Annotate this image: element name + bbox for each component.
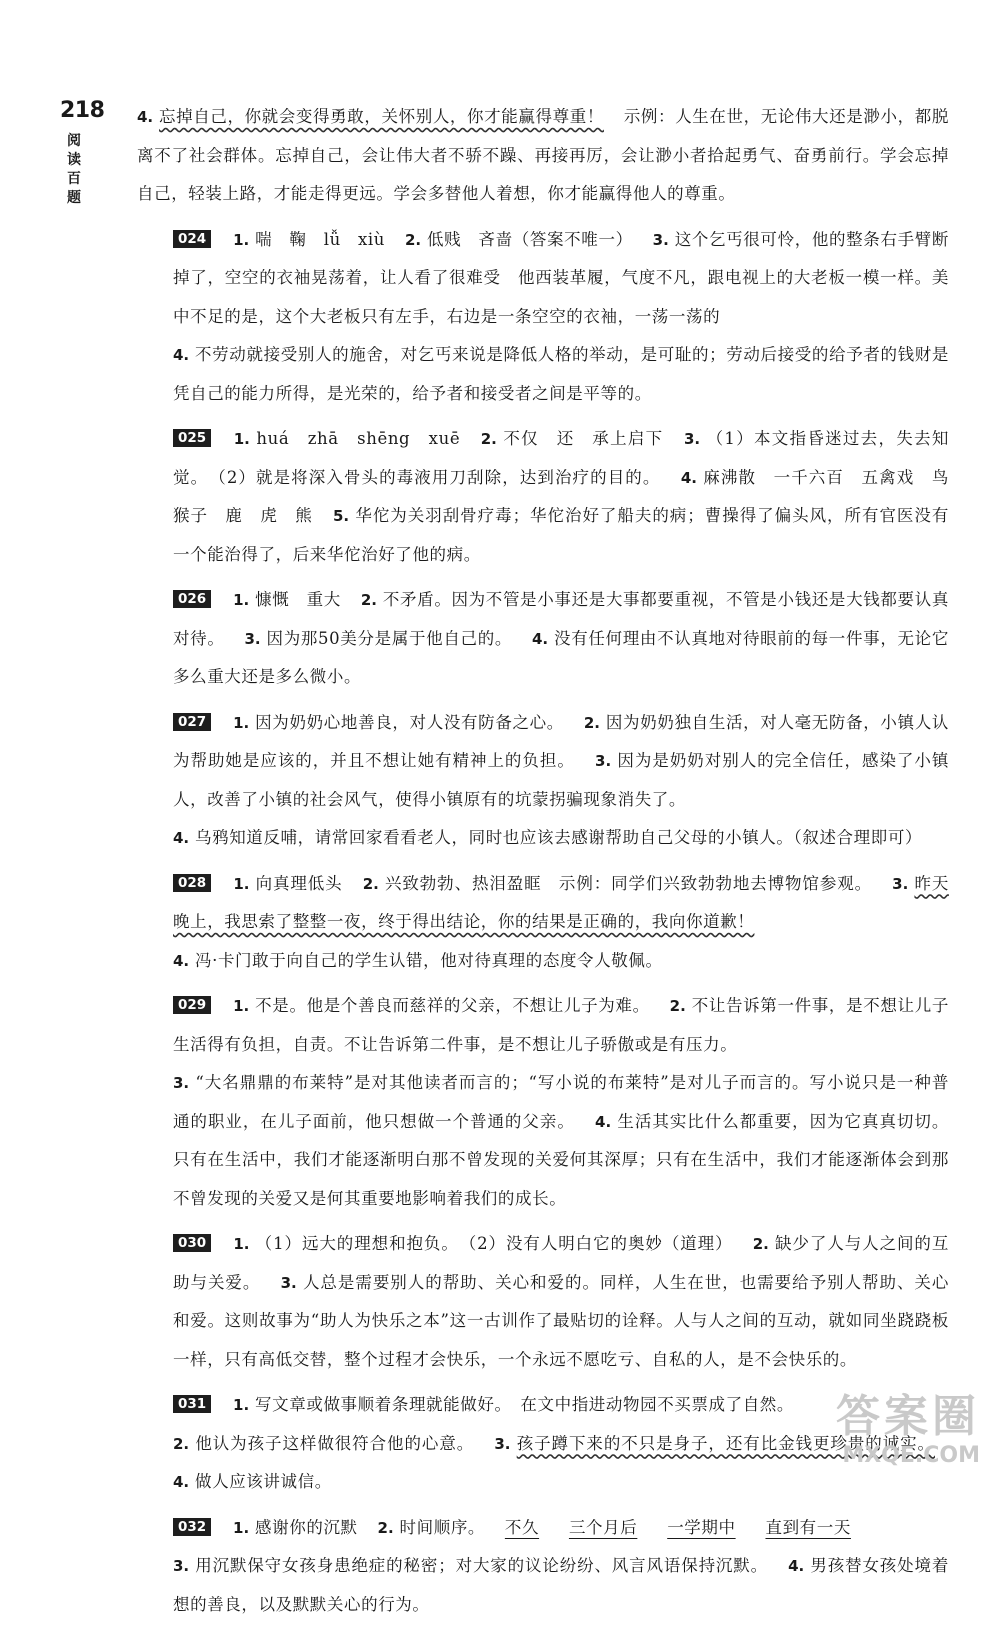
item-number: 1. — [233, 874, 250, 893]
answer-text: 不是。他是个善良而慈祥的父亲，不想让儿子为难。 — [255, 996, 650, 1015]
answer-text: 乌鸦知道反哺，请常回家看看老人，同时也应该去感谢帮助自己父母的小镇人。（叙述合理即可） — [195, 828, 923, 847]
answer-text: 因为是奶奶对别人的完全信任，感染了小镇人，改善了小镇的社会风气，使得小镇原有的坑蒙拐骗现象消失了。 — [173, 751, 949, 809]
underlined-time-word: 三个月后 — [568, 1517, 638, 1537]
answer-section-028 — [137, 865, 949, 981]
item-number: 4. — [173, 1473, 190, 1491]
answer-text: 慷慨 重大 — [255, 590, 341, 609]
watermark-logo — [790, 1392, 980, 1482]
item-number: 2. — [480, 430, 497, 448]
answer-section-024 — [137, 221, 949, 414]
item-number: 2. — [583, 713, 600, 732]
item-number: 2. — [377, 1518, 394, 1537]
page-number: 218 — [60, 98, 105, 123]
item-number: 2. — [360, 591, 377, 609]
item-number: 2. — [752, 1235, 769, 1253]
section-badge: 031 — [173, 1395, 211, 1413]
item-number: 1. — [233, 1396, 250, 1414]
answer-text: 写文章或做事顺着条理就能做好。 在文中指进动物园不买票成了自然。 — [255, 1395, 794, 1414]
answer-text: 冯·卡门敢于向自己的学生认错，他对待真理的态度令人敬佩。 — [195, 950, 663, 970]
answer-text: 兴致勃勃、热泪盈眶 示例：同学们兴致勃勃地去博物馆参观。 — [385, 873, 873, 893]
section-badge: 024 — [173, 230, 211, 248]
item-number: 2. — [362, 874, 379, 893]
item-number: 3. — [173, 1074, 190, 1092]
answer-text: 麻沸散 一千六百 五禽戏 鸟 猴子 鹿 虎 熊 — [173, 467, 967, 525]
item-number: 3. — [280, 1273, 297, 1292]
side-label-char: 百 — [67, 171, 81, 187]
answer-section-029 — [137, 987, 949, 1218]
answer-text: 男孩替女孩处境着想的善良，以及默默关心的行为。 — [173, 1556, 949, 1614]
item-number: 4. — [137, 108, 154, 126]
item-number: 5. — [332, 507, 350, 525]
section-badge: 032 — [173, 1518, 211, 1536]
answer-text: 示例：人生在世，无论伟大还是渺小，都脱离不了社会群体。忘掉自己，会让伟大者不骄不躁、再接再厉，会让渺小者拾起勇气、奋勇前行。学会忘掉自己，轻装上路，才能走得更远。学会多替他人着想，你才能赢得他人的尊重。 — [137, 107, 949, 203]
item-number: 3. — [595, 752, 612, 770]
item-number: 4. — [788, 1557, 805, 1575]
answer-text: 向真理低头 — [255, 873, 343, 893]
item-number: 1. — [233, 430, 250, 448]
item-number: 1. — [233, 713, 250, 732]
item-number: 3. — [683, 430, 701, 448]
answer-text: 没有任何理由不认真地对待眼前的每一件事，无论它多么重大还是多么微小。 — [173, 628, 949, 686]
wavy-underlined-text: 忘掉自己，你就会变得勇敢，关怀别人，你才能赢得尊重！ — [159, 107, 604, 126]
item-number: 1. — [233, 997, 250, 1015]
wavy-underlined-text: 孩子蹲下来的不只是身子，还有比金钱更珍贵的诚实。 — [516, 1433, 935, 1453]
item-number: 2. — [669, 997, 686, 1015]
answer-text: 低贱 吝啬（答案不唯一） — [426, 229, 633, 249]
item-number: 4. — [680, 468, 697, 487]
item-number: 3. — [173, 1557, 190, 1575]
underlined-time-word: 不久 — [504, 1517, 540, 1537]
side-label — [66, 132, 82, 208]
item-number: 1. — [233, 1235, 250, 1253]
answer-text: 感谢你的沉默 — [255, 1517, 358, 1537]
section-badge: 030 — [173, 1234, 211, 1252]
section-badge: 029 — [173, 996, 211, 1014]
answer-text: 做人应该讲诚信。 — [195, 1472, 332, 1491]
answer-text: 人总是需要别人的帮助、关心和爱的。同样，人生在世，也需要给予别人帮助、关心和爱。这则故事为“助人为快乐之本”这一古训作了最贴切的诠释。人与人之间的互动，就如同坐跷跷板一样，只有高低交替，整个过程才会快乐，一个永远不愿吃亏、自私的人，是不会快乐的。 — [173, 1272, 949, 1369]
answer-text: 不劳动就接受别人的施舍，对乞丐来说是降低人格的举动，是可耻的；劳动后接受的给予者的钱财是凭自己的能力所得，是光荣的，给予者和接受者之间是平等的。 — [173, 345, 949, 403]
item-number: 1. — [233, 1518, 250, 1537]
item-number: 3. — [244, 629, 261, 648]
answer-text: 不矛盾。因为不管是小事还是大事都要重视，不管是小钱还是大钱都要认真对待。 — [173, 590, 949, 648]
answer-text: 他认为孩子这样做很符合他的心意。 — [195, 1433, 475, 1453]
watermark-text: 答案圈 — [836, 1391, 980, 1442]
section-badge: 025 — [173, 429, 211, 447]
side-label-char: 题 — [67, 190, 81, 206]
section-badge: 028 — [173, 874, 211, 892]
item-number: 4. — [173, 951, 190, 970]
answer-section-027 — [137, 704, 949, 858]
answer-text: （1）远大的理想和抱负。 （2）没有人明白它的奥妙（道理） — [255, 1234, 733, 1253]
answer-intro — [137, 98, 949, 214]
answer-text: 用沉默保守女孩身患绝症的秘密；对大家的议论纷纷、风言风语保持沉默。 — [195, 1556, 769, 1575]
answer-text: 华佗为关羽刮骨疗毒；华佗治好了船夫的病；曹操得了偏头风，所有官医没有一个能治得了，后来华佗治好了他的病。 — [173, 506, 949, 564]
answer-text: 生活其实比什么都重要，因为它真真切切。只有在生活中，我们才能逐渐明白那不曾发现的关爱何其深厚；只有在生活中，我们才能逐渐体会到那不曾发现的关爱又是何其重要地影响着我们的成长。 — [173, 1111, 949, 1208]
answer-text: 因为那50美分是属于他自己的。 — [266, 628, 513, 648]
item-number: 3. — [494, 1434, 511, 1453]
item-number: 4. — [173, 829, 190, 847]
answer-text: 时间顺序。 — [399, 1517, 486, 1537]
item-number: 3. — [892, 874, 909, 893]
answer-text: huá zhā shēng xuē — [256, 429, 461, 448]
item-number: 2. — [173, 1434, 190, 1453]
answer-section-026 — [137, 581, 949, 697]
item-number: 4. — [531, 629, 549, 648]
answer-text: 缺少了人与人之间的互助与关爱。 — [173, 1234, 949, 1292]
item-number: 1. — [233, 230, 250, 249]
section-badge: 027 — [173, 713, 211, 731]
wavy-underlined-text: 昨天晚上，我思索了整整一夜，终于得出结论，你的结果是正确的，我向你道歉！ — [173, 873, 949, 931]
item-number: 4. — [173, 346, 190, 364]
answer-section-025 — [137, 420, 967, 574]
underlined-time-word: 直到有一天 — [765, 1517, 851, 1537]
answer-text: 不让告诉第一件事，是不想让儿子生活得有负担，自责。不让告诉第二件事，是不想让儿子骄傲或是有压力。 — [173, 996, 949, 1054]
watermark-url: MXQE.COM — [842, 1443, 980, 1468]
section-badge: 026 — [173, 590, 211, 608]
item-number: 1. — [233, 591, 250, 609]
item-number: 4. — [595, 1112, 612, 1131]
answer-text: （1）本文指昏迷过去，失去知觉。 （2）就是将深入骨头的毒液用刀刮除，达到治疗的目的。 — [173, 429, 949, 487]
item-number: 2. — [404, 230, 422, 249]
side-label-char: 阅 — [67, 133, 81, 149]
answer-text: 因为奶奶心地善良，对人没有防备之心。 — [255, 712, 564, 732]
answer-section-030 — [137, 1225, 949, 1379]
item-number: 3. — [652, 230, 669, 249]
answer-section-032 — [137, 1509, 949, 1625]
side-label-char: 读 — [67, 152, 81, 168]
answer-text: 因为奶奶独自生活，对人毫无防备，小镇人认为帮助她是应该的，并且不想让她有精神上的负担。 — [173, 712, 949, 770]
answer-text: 这个乞丐很可怜，他的整条右手臂断掉了，空空的衣袖晃荡着，让人看了很难受 他西装革履，气度不凡，跟电视上的大老板一模一样。美中不足的是，这个大老板只有左手，右边是一条空空的衣袖，一荡一荡的 — [173, 229, 949, 326]
underlined-time-word: 一学期中 — [667, 1517, 736, 1537]
answer-text: “大名鼎鼎的布莱特”是对其他读者而言的；“写小说的布莱特”是对儿子而言的。写小说只是一种普通的职业，在儿子面前，他只想做一个普通的父亲。 — [173, 1073, 949, 1131]
answer-text: 不仅 还 承上启下 — [503, 429, 664, 448]
answer-text: 喘 鞠 lǚ xiù — [255, 229, 386, 249]
